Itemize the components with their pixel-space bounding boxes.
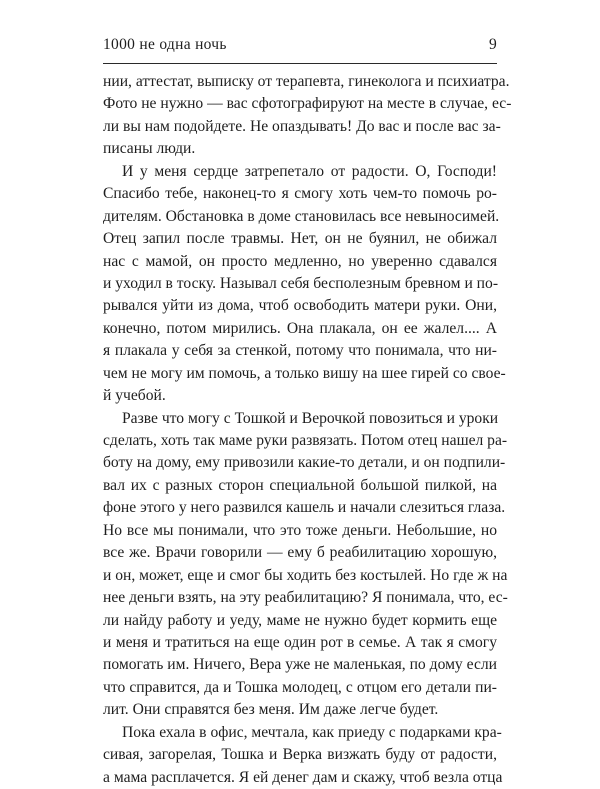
text-line: ли найду работу и уеду, маме не нужно будет кормить еще	[103, 611, 497, 629]
text-line: фоне этого у него развился кашель и начали слезиться глаза.	[103, 499, 506, 517]
text-line: ли вы нам подойдете. Не опаздывать! До вас и после вас за-	[103, 117, 501, 135]
text-line: нее деньги взять, на эту реабилитацию? Я понимала, что, ес-	[103, 589, 508, 607]
text-line: помогать им. Ничего, Вера уже не маленькая, по дому если	[103, 656, 497, 674]
body-text	[103, 71, 512, 789]
paragraph	[103, 722, 503, 789]
text-line: И у меня сердце затрепетало от радости. О, Господи!	[122, 162, 497, 180]
text-line: я плакала у себя за стенкой, потому что понимала, что ни-	[103, 342, 497, 360]
paragraph	[103, 71, 512, 161]
text-line: Пока ехала в офис, мечтала, как приеду с подарками кра-	[122, 723, 502, 741]
text-line: Разве что могу с Тошкой и Верочкой повозиться и уроки	[122, 409, 499, 427]
text-line: конечно, потом мирились. Она плакала, он ее жалел.... А	[103, 319, 497, 337]
text-line: боту на дому, ему привозили какие-то детали, и он подпили-	[103, 454, 506, 472]
text-line: Отец запил после травмы. Нет, он не буянил, не обижал	[103, 230, 497, 248]
text-line: и меня и тратиться на еще один рот в семье. А так я смогу	[103, 633, 497, 651]
text-line: писаны люди.	[103, 140, 196, 158]
text-line: чем не могу им помочь, а только вишу на шее гирей со свое-	[103, 364, 506, 382]
page-number: 9	[488, 36, 497, 53]
text-line: Фото не нужно — вас сфотографируют на месте в случае, ес-	[103, 95, 512, 113]
text-line: нас с мамой, он просто медленно, но уверенно сдавался	[103, 252, 497, 270]
book-title: 1000 не одна ночь	[103, 36, 227, 53]
header-divider	[103, 63, 497, 64]
text-line: дителям. Обстановка в доме становилась все невыносимей.	[103, 207, 500, 225]
text-line: все же. Врачи говорили — ему б реабилитацию хорошую,	[103, 544, 497, 562]
text-line: и он, может, еще и смог бы ходить без костылей. Но где ж на	[103, 566, 508, 584]
text-line: й учебой.	[103, 387, 166, 405]
paragraph	[103, 161, 506, 408]
text-line: что справится, да и Тошка молодец, с отцом его детали пи-	[103, 678, 497, 696]
running-header	[103, 36, 497, 58]
text-line: а мама расплачется. Я ей денег дам и скажу, чтоб везла отца	[103, 768, 503, 786]
text-line: нии, аттестат, выписку от терапевта, гинеколога и психиатра.	[103, 73, 510, 90]
text-line: Спасибо тебе, наконец-то я смогу хоть чем-то помочь ро-	[103, 185, 497, 203]
text-line: вал их с разных сторон специальной большой пилкой, на	[103, 476, 497, 494]
text-line: и уходил в тоску. Называл себя бесполезным бревном и по-	[103, 274, 499, 292]
text-line: Но все мы понимали, что это тоже деньги. Небольшие, но	[103, 521, 497, 539]
text-line: сивая, загорелая, Тошка и Верка визжать буду от радости,	[103, 746, 497, 764]
text-line: рывался уйти из дома, чтоб освободить матери руки. Они,	[103, 297, 497, 315]
text-line: лит. Они справятся без меня. Им даже легче будет.	[103, 701, 439, 719]
paragraph	[103, 408, 508, 722]
text-line: сделать, хоть так маме руки развязать. Потом отец нашел ра-	[103, 432, 508, 449]
